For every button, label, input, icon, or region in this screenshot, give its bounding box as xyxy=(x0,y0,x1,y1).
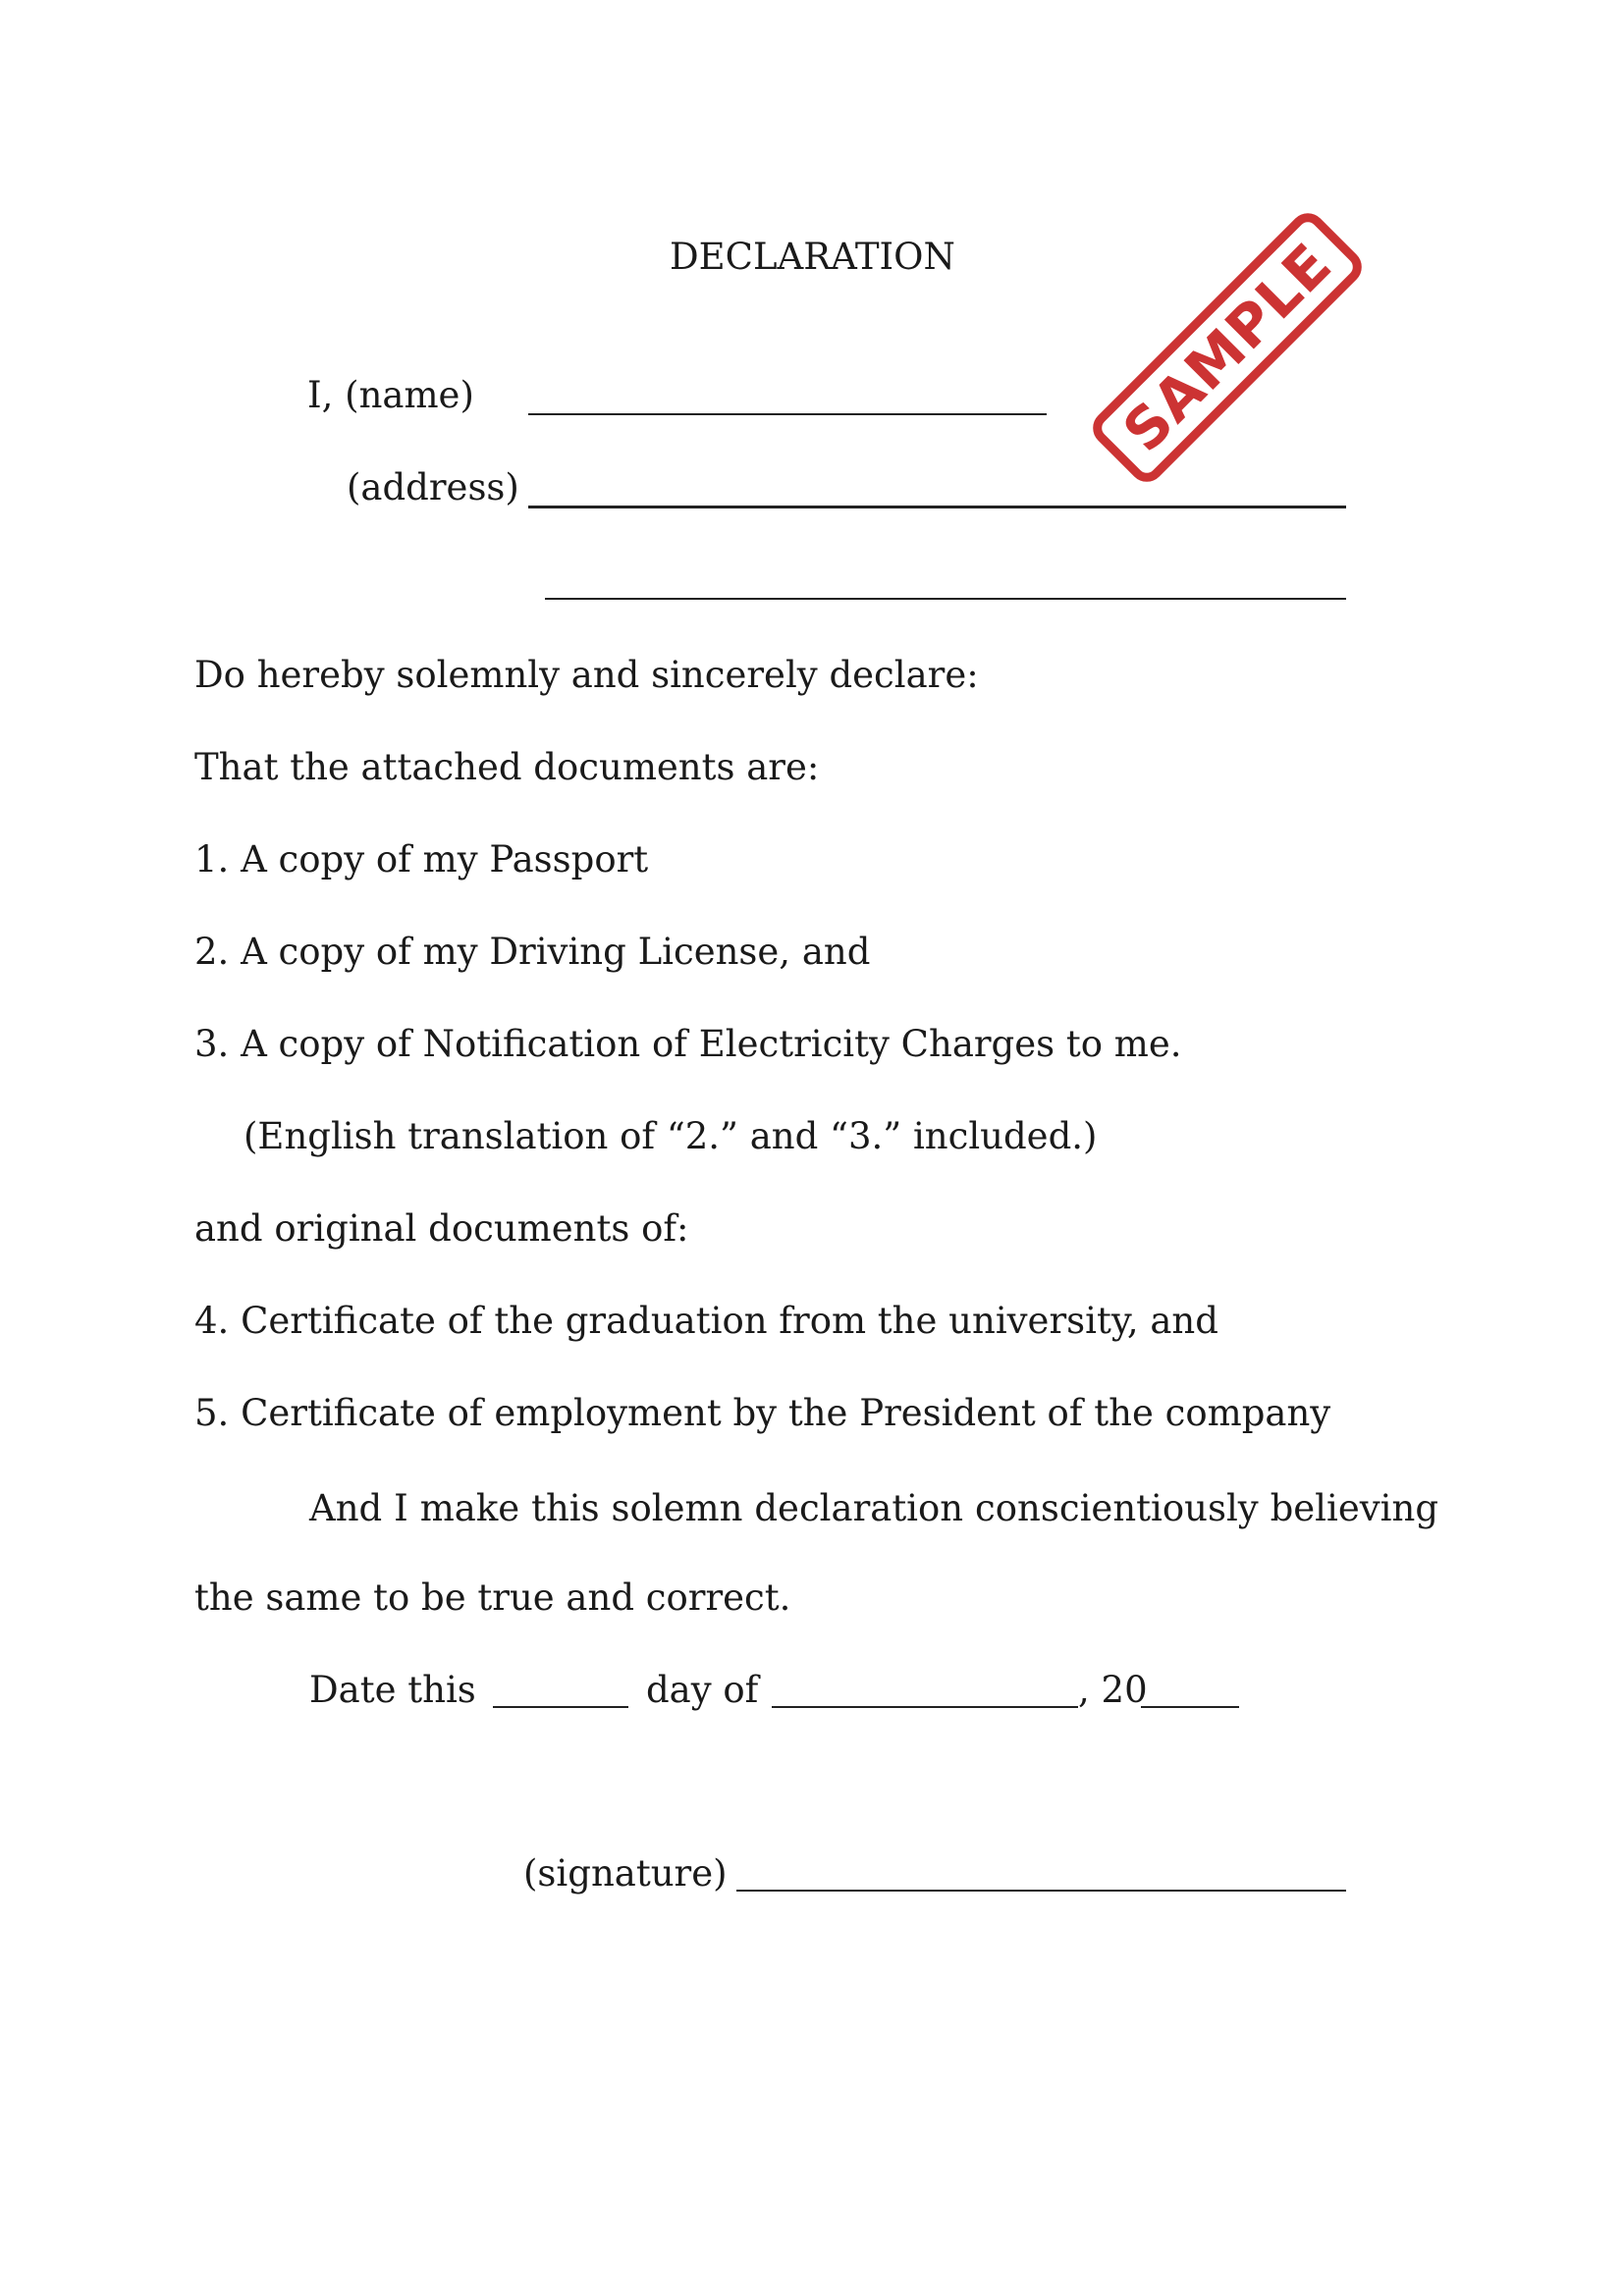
closing-line-2: the same to be true and correct. xyxy=(194,1576,791,1619)
address-field-line-1[interactable] xyxy=(528,506,1346,508)
signature-line[interactable] xyxy=(736,1890,1346,1892)
address-field-line-2[interactable] xyxy=(545,598,1346,600)
list-item-1: 1. A copy of my Passport xyxy=(194,838,649,881)
date-month-line[interactable] xyxy=(772,1706,1078,1708)
date-day-line[interactable] xyxy=(493,1706,628,1708)
sample-stamp-text: SAMPLE xyxy=(1109,230,1345,465)
date-year-prefix: , 20 xyxy=(1078,1669,1148,1711)
date-day-of: day of xyxy=(646,1669,759,1711)
sample-stamp xyxy=(1086,206,1369,489)
intro-text: Do hereby solemnly and sincerely declare: xyxy=(194,654,979,696)
date-year-line[interactable] xyxy=(1141,1706,1239,1708)
list-item-3: 3. A copy of Notification of Electricity Charges to me. xyxy=(194,1023,1182,1065)
signature-label: (signature) xyxy=(523,1852,728,1895)
list-item-2: 2. A copy of my Driving License, and xyxy=(194,931,871,973)
attached-heading: That the attached documents are: xyxy=(194,746,820,788)
address-label: (address) xyxy=(347,466,519,508)
closing-line-1: And I make this solemn declaration conscientiously believing xyxy=(309,1487,1438,1529)
page-title: DECLARATION xyxy=(670,236,955,278)
originals-heading: and original documents of: xyxy=(194,1207,689,1250)
name-label: I, (name) xyxy=(307,374,474,416)
list-item-5: 5. Certificate of employment by the President of the company xyxy=(194,1392,1331,1434)
list-item-4: 4. Certificate of the graduation from the university, and xyxy=(194,1300,1218,1342)
name-field-line[interactable] xyxy=(528,413,1047,415)
translation-note: (English translation of “2.” and “3.” included.) xyxy=(243,1115,1098,1157)
date-prefix: Date this xyxy=(309,1669,476,1711)
